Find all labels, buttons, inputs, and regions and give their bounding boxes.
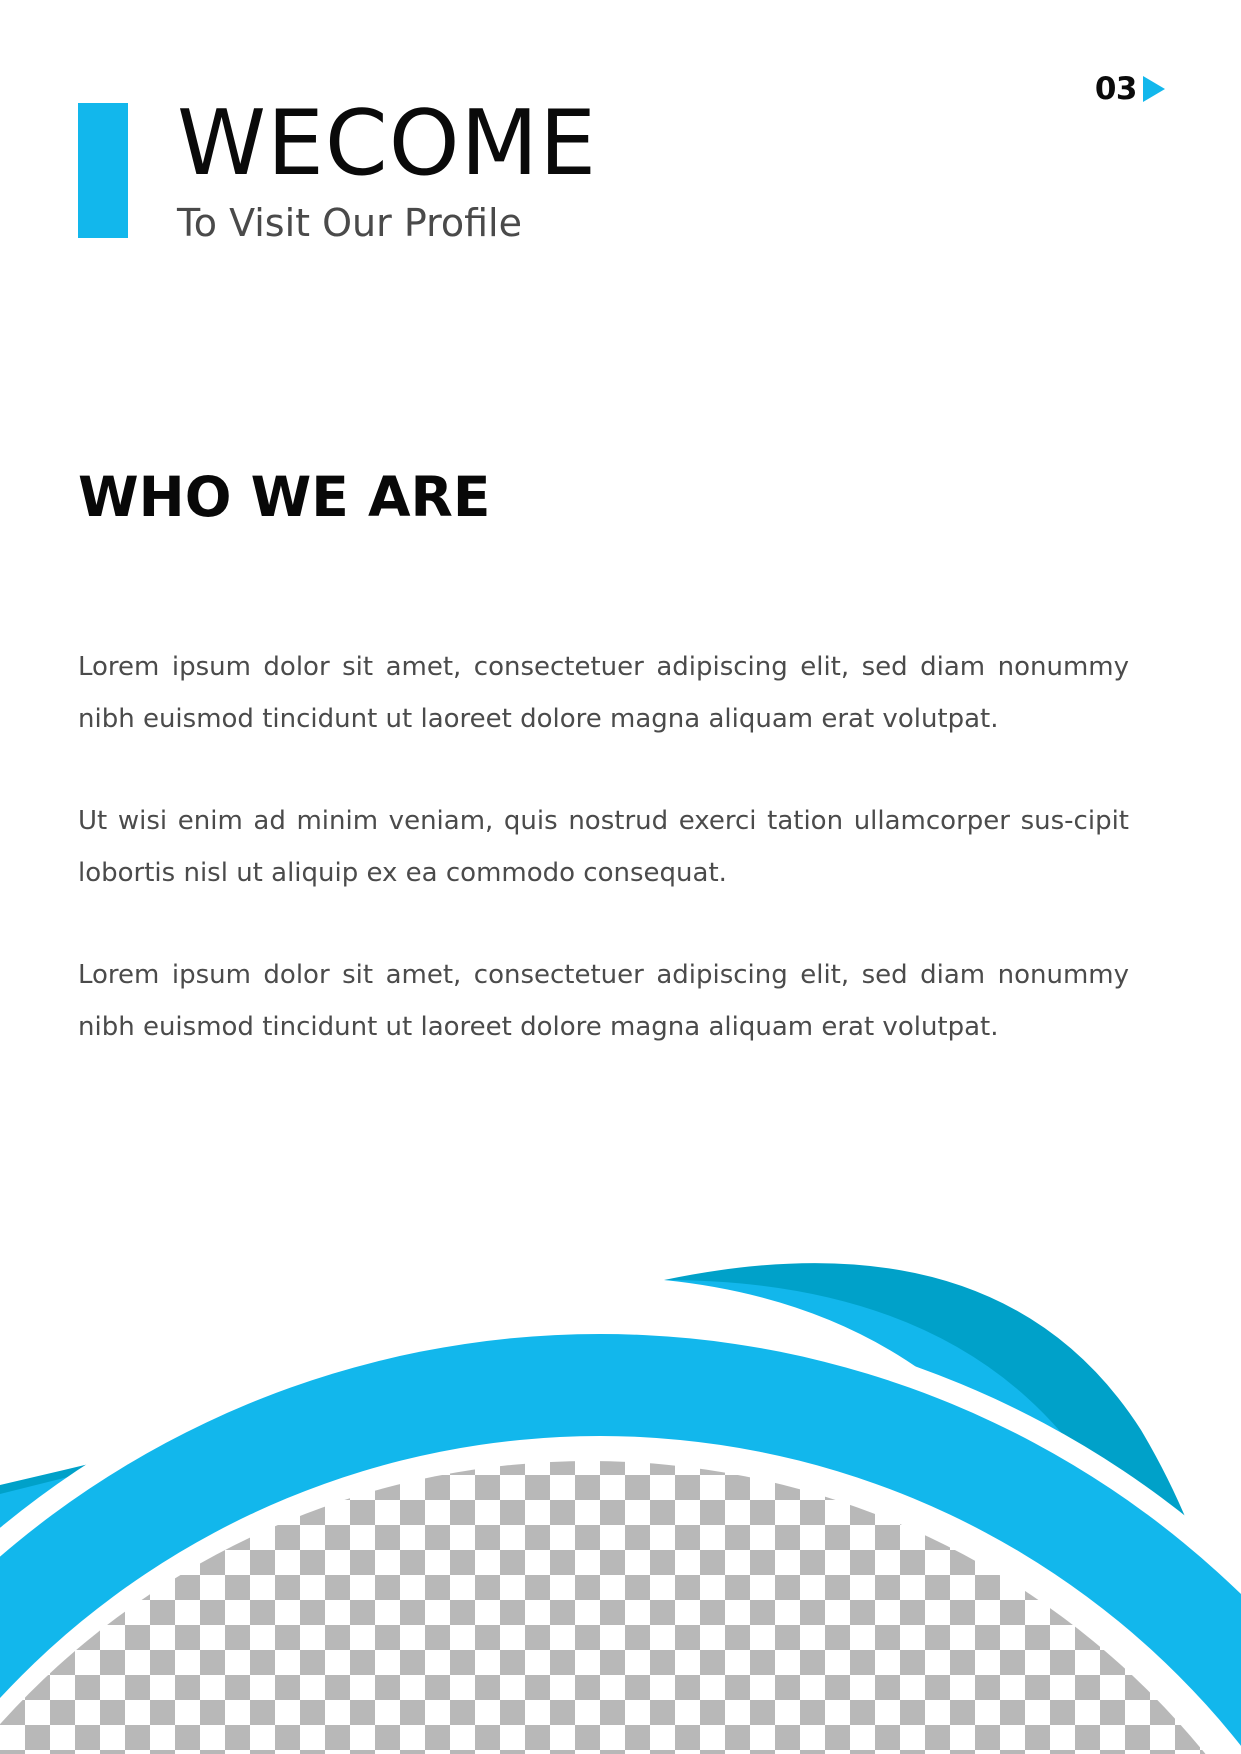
body-paragraph: Lorem ipsum dolor sit amet, consectetuer adipiscing elit, sed diam nonummy nibh euismod tincidunt ut laoreet dolore magna aliquam erat volutpat. bbox=[78, 960, 1129, 1042]
title-accent-bar bbox=[78, 103, 128, 238]
body-paragraph: Lorem ipsum dolor sit amet, consectetuer adipiscing elit, sed diam nonummy nibh euismod tincidunt ut laoreet dolore magna aliquam erat volutpat. bbox=[78, 652, 1129, 734]
page-arrow-icon bbox=[1143, 76, 1165, 102]
page-subtitle: To Visit Our Profile bbox=[177, 201, 522, 245]
body-text bbox=[78, 642, 1129, 1104]
page-number: 03 bbox=[1094, 71, 1137, 107]
page-indicator bbox=[1095, 70, 1165, 108]
body-paragraph: Ut wisi enim ad minim veniam, quis nostrud exerci tation ullamcorper sus-cipit lobortis nisl ut aliquip ex ea commodo consequat. bbox=[78, 806, 1129, 888]
decorative-wave-graphic bbox=[0, 1250, 1241, 1754]
page-title: WECOME bbox=[177, 91, 598, 196]
section-heading: WHO WE ARE bbox=[78, 465, 491, 529]
